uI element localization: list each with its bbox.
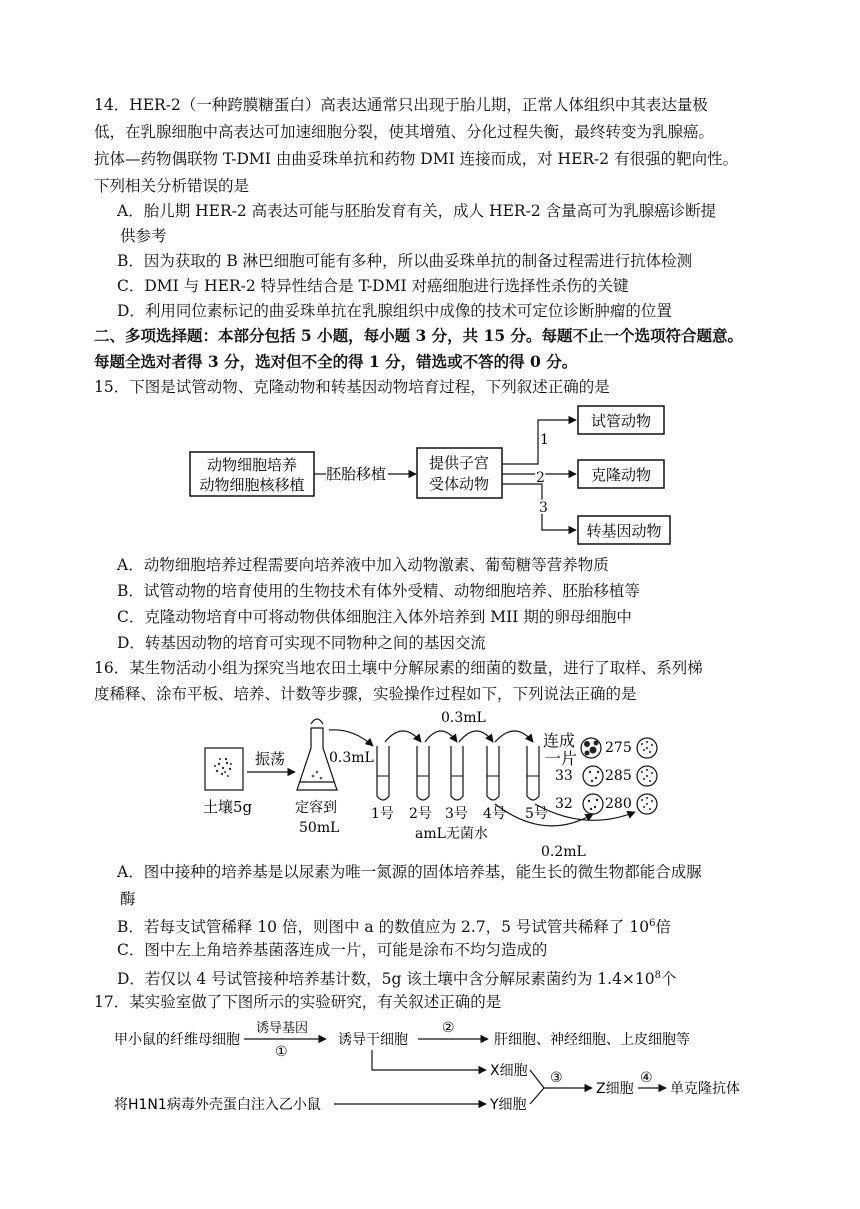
- q16-transfer-arrow-3: [459, 731, 493, 742]
- q16-stem-line-2: 度稀释、涂布平板、培养、计数等步骤，实验操作过程如下，下列说法正确的是: [94, 685, 637, 703]
- q14-option-d: D．利用同位素标记的曲妥珠单抗在乳腺组织中成像的技术可定位诊断肿瘤的位置: [117, 302, 672, 320]
- q16-soil-sample: [205, 748, 243, 790]
- q15-box-transgenic-label: 转基因动物: [586, 522, 662, 540]
- q16-option-a-cont: 酶: [120, 890, 136, 908]
- q17-arrow-to-x: [372, 1050, 486, 1070]
- q14-option-a: A．胎儿期 HER-2 高表达可能与胚胎发育有关，成人 HER-2 含量高可为乳腺癌诊断提: [117, 202, 717, 220]
- q16-water-label: amL无菌水: [415, 826, 488, 842]
- q14-stem-line-2: 低，在乳腺细胞中高表达可加速细胞分裂，使其增殖、分化过程失衡，最终转变为乳腺癌。: [94, 123, 715, 141]
- q16-tube-2: [417, 746, 429, 800]
- q15-box-culture: [190, 452, 314, 496]
- q16-count-275: 275: [605, 740, 632, 756]
- section-2-header-line-1: 二、多项选择题：本部分包括 5 小题，每小题 3 分，共 15 分。每题不止一个选项符合题意。: [94, 326, 744, 345]
- q15-branch-2-label: 2: [536, 470, 545, 486]
- q15-box-recipient-line-2: 受体动物: [428, 475, 490, 493]
- q15-step-label: 胚胎移植: [325, 465, 387, 483]
- q14-stem-line-4: 下列相关分析错误的是: [94, 177, 250, 195]
- q16-count-32: 32: [555, 796, 573, 812]
- q17-step-3: ③: [550, 1070, 563, 1086]
- q16-bottom-volume-label: 0.2mL: [541, 844, 586, 860]
- q15-option-c: C．克隆动物培育中可将动物供体细胞注入体外培养到 MII 期的卵母细胞中: [117, 608, 632, 626]
- q15-option-a: A．动物细胞培养过程需要向培养液中加入动物激素、葡萄糖等营养物质: [117, 556, 609, 574]
- q15-box-recipient-line-1: 提供子宫: [428, 454, 490, 472]
- q15-box-culture-line-1: 动物细胞培养: [206, 456, 298, 474]
- q16-option-c: C．图中左上角培养基菌落连成一片，可能是涂布不均匀造成的: [117, 941, 548, 959]
- q17-x-cells: X细胞: [490, 1063, 528, 1079]
- q15-option-d: D．转基因动物的培育可实现不同物种之间的基因交流: [117, 634, 486, 652]
- q15-branch-3-label: 3: [539, 500, 548, 516]
- q15-box-culture-line-2: 动物细胞核移植: [199, 476, 305, 494]
- q14-option-b: B．因为获取的 B 淋巴细胞可能有多种，所以曲妥珠单抗的制备过程需进行抗体检测: [117, 252, 693, 270]
- q16-tube-4: [487, 746, 499, 800]
- q15-box-ivf-label: 试管动物: [590, 412, 652, 430]
- q15-box-transgenic: [578, 516, 670, 544]
- q16-plate-33: [583, 766, 603, 786]
- q16-count-33: 33: [555, 768, 573, 784]
- q14-option-a-cont: 供参考: [120, 227, 167, 245]
- q16-tube-2-label: 2号: [409, 806, 432, 822]
- q17-diagram: [110, 1014, 750, 1118]
- q16-stem-line-1: 16．某生物活动小组为探究当地农田土壤中分解尿素的细菌的数量，进行了取样、系列梯: [94, 659, 703, 677]
- q16-tube-5: [527, 746, 539, 800]
- q16-tube-1: [377, 746, 389, 800]
- q16-tube-5-label: 5号: [525, 806, 548, 822]
- q16-shake-label: 振荡: [255, 750, 286, 768]
- q15-box-recipient: [417, 448, 502, 498]
- q16-diagram: [195, 706, 675, 862]
- q16-option-a: A．图中接种的培养基是以尿素为唯一氮源的固体培养基，能生长的微生物都能合成脲: [117, 863, 702, 881]
- q16-merged-label-1: 连成: [543, 731, 576, 750]
- q17-step-4: ④: [640, 1070, 653, 1086]
- q16-tube-4-label: 4号: [483, 806, 506, 822]
- q16-transfer-arrow-4: [495, 731, 533, 742]
- q15-branch-1-label: 1: [540, 432, 549, 448]
- q16-option-d: D．若仅以 4 号试管接种培养基计数，5g 该土壤中含分解尿素菌约为 $1.4\times 10^8$个: [117, 970, 677, 989]
- q16-transfer-arrow-1: [385, 731, 421, 742]
- q16-top-volume-label: 0.3mL: [441, 710, 486, 726]
- q15-stem: 15．下图是试管动物、克隆动物和转基因动物培育过程，下列叙述正确的是: [94, 378, 610, 396]
- q17-source-cells: 甲小鼠的纤维母细胞: [114, 1032, 240, 1048]
- q15-box-clone-label: 克隆动物: [590, 466, 652, 484]
- section-2-header-line-2: 每题全选对者得 3 分，选对但不全的得 1 分，错选或不答的得 0 分。: [94, 352, 578, 371]
- q17-step-1: ①: [275, 1044, 288, 1060]
- q16-tube-1-label: 1号: [371, 806, 394, 822]
- q17-stem: 17．某实验室做了下图所示的实验研究，有关叙述正确的是: [94, 993, 502, 1011]
- q16-transfer-arrow-0: [329, 730, 373, 746]
- q16-count-285: 285: [605, 768, 632, 784]
- q17-monoclonal-antibody: 单克隆抗体: [670, 1081, 740, 1097]
- q17-inject-label: 将H1N1病毒外壳蛋白注入乙小鼠: [114, 1097, 321, 1113]
- q17-differentiated-cells: 肝细胞、神经细胞、上皮细胞等: [494, 1032, 690, 1048]
- q16-tube-3: [451, 746, 463, 800]
- q16-merged-label-2: 一片: [545, 749, 578, 768]
- q16-soil-label: 土壤5g: [203, 798, 253, 816]
- q14-option-c: C．DMI 与 HER-2 特异性结合是 T-DMI 对癌细胞进行选择性杀伤的关键: [117, 277, 629, 295]
- q16-flask-label-2: 50mL: [299, 820, 340, 836]
- q16-tube-3-label: 3号: [445, 806, 468, 822]
- q17-step-2: ②: [442, 1020, 455, 1036]
- q15-box-ivf: [578, 406, 664, 434]
- q16-count-280: 280: [605, 796, 632, 812]
- q17-ips-cells: 诱导干细胞: [338, 1032, 408, 1048]
- q15-box-clone: [578, 460, 664, 488]
- q14-stem-line-1: 14．HER-2（一种跨膜糖蛋白）高表达通常只出现于胎儿期，正常人体组织中其表达量极: [94, 96, 708, 114]
- q16-flask-label-1: 定容到: [295, 800, 337, 816]
- q17-y-cells: Y细胞: [490, 1097, 527, 1113]
- q17-induce-label: 诱导基因: [256, 1021, 309, 1036]
- q14-stem-line-3: 抗体—药物偶联物 T-DMI 由曲妥珠单抗和药物 DMI 连接而成，对 HER-2 有很强的靶向性。: [94, 150, 739, 168]
- q17-fusion-bracket: [530, 1070, 544, 1104]
- q15-branch-1-arrow: [502, 420, 576, 464]
- q16-plate-32: [583, 794, 603, 814]
- q15-option-b: B．试管动物的培育使用的生物技术有体外受精、动物细胞培养、胚胎移植等: [117, 582, 640, 600]
- q16-volume-label-1: 0.3mL: [329, 750, 374, 766]
- q16-transfer-arrow-2: [425, 731, 457, 742]
- q17-z-cells: Z细胞: [596, 1081, 634, 1097]
- q15-diagram: [180, 402, 680, 550]
- q16-option-b: B．若每支试管稀释 10 倍，则图中 a 的数值应为 2.7，5 号试管共稀释了 $10^6$倍: [117, 918, 671, 937]
